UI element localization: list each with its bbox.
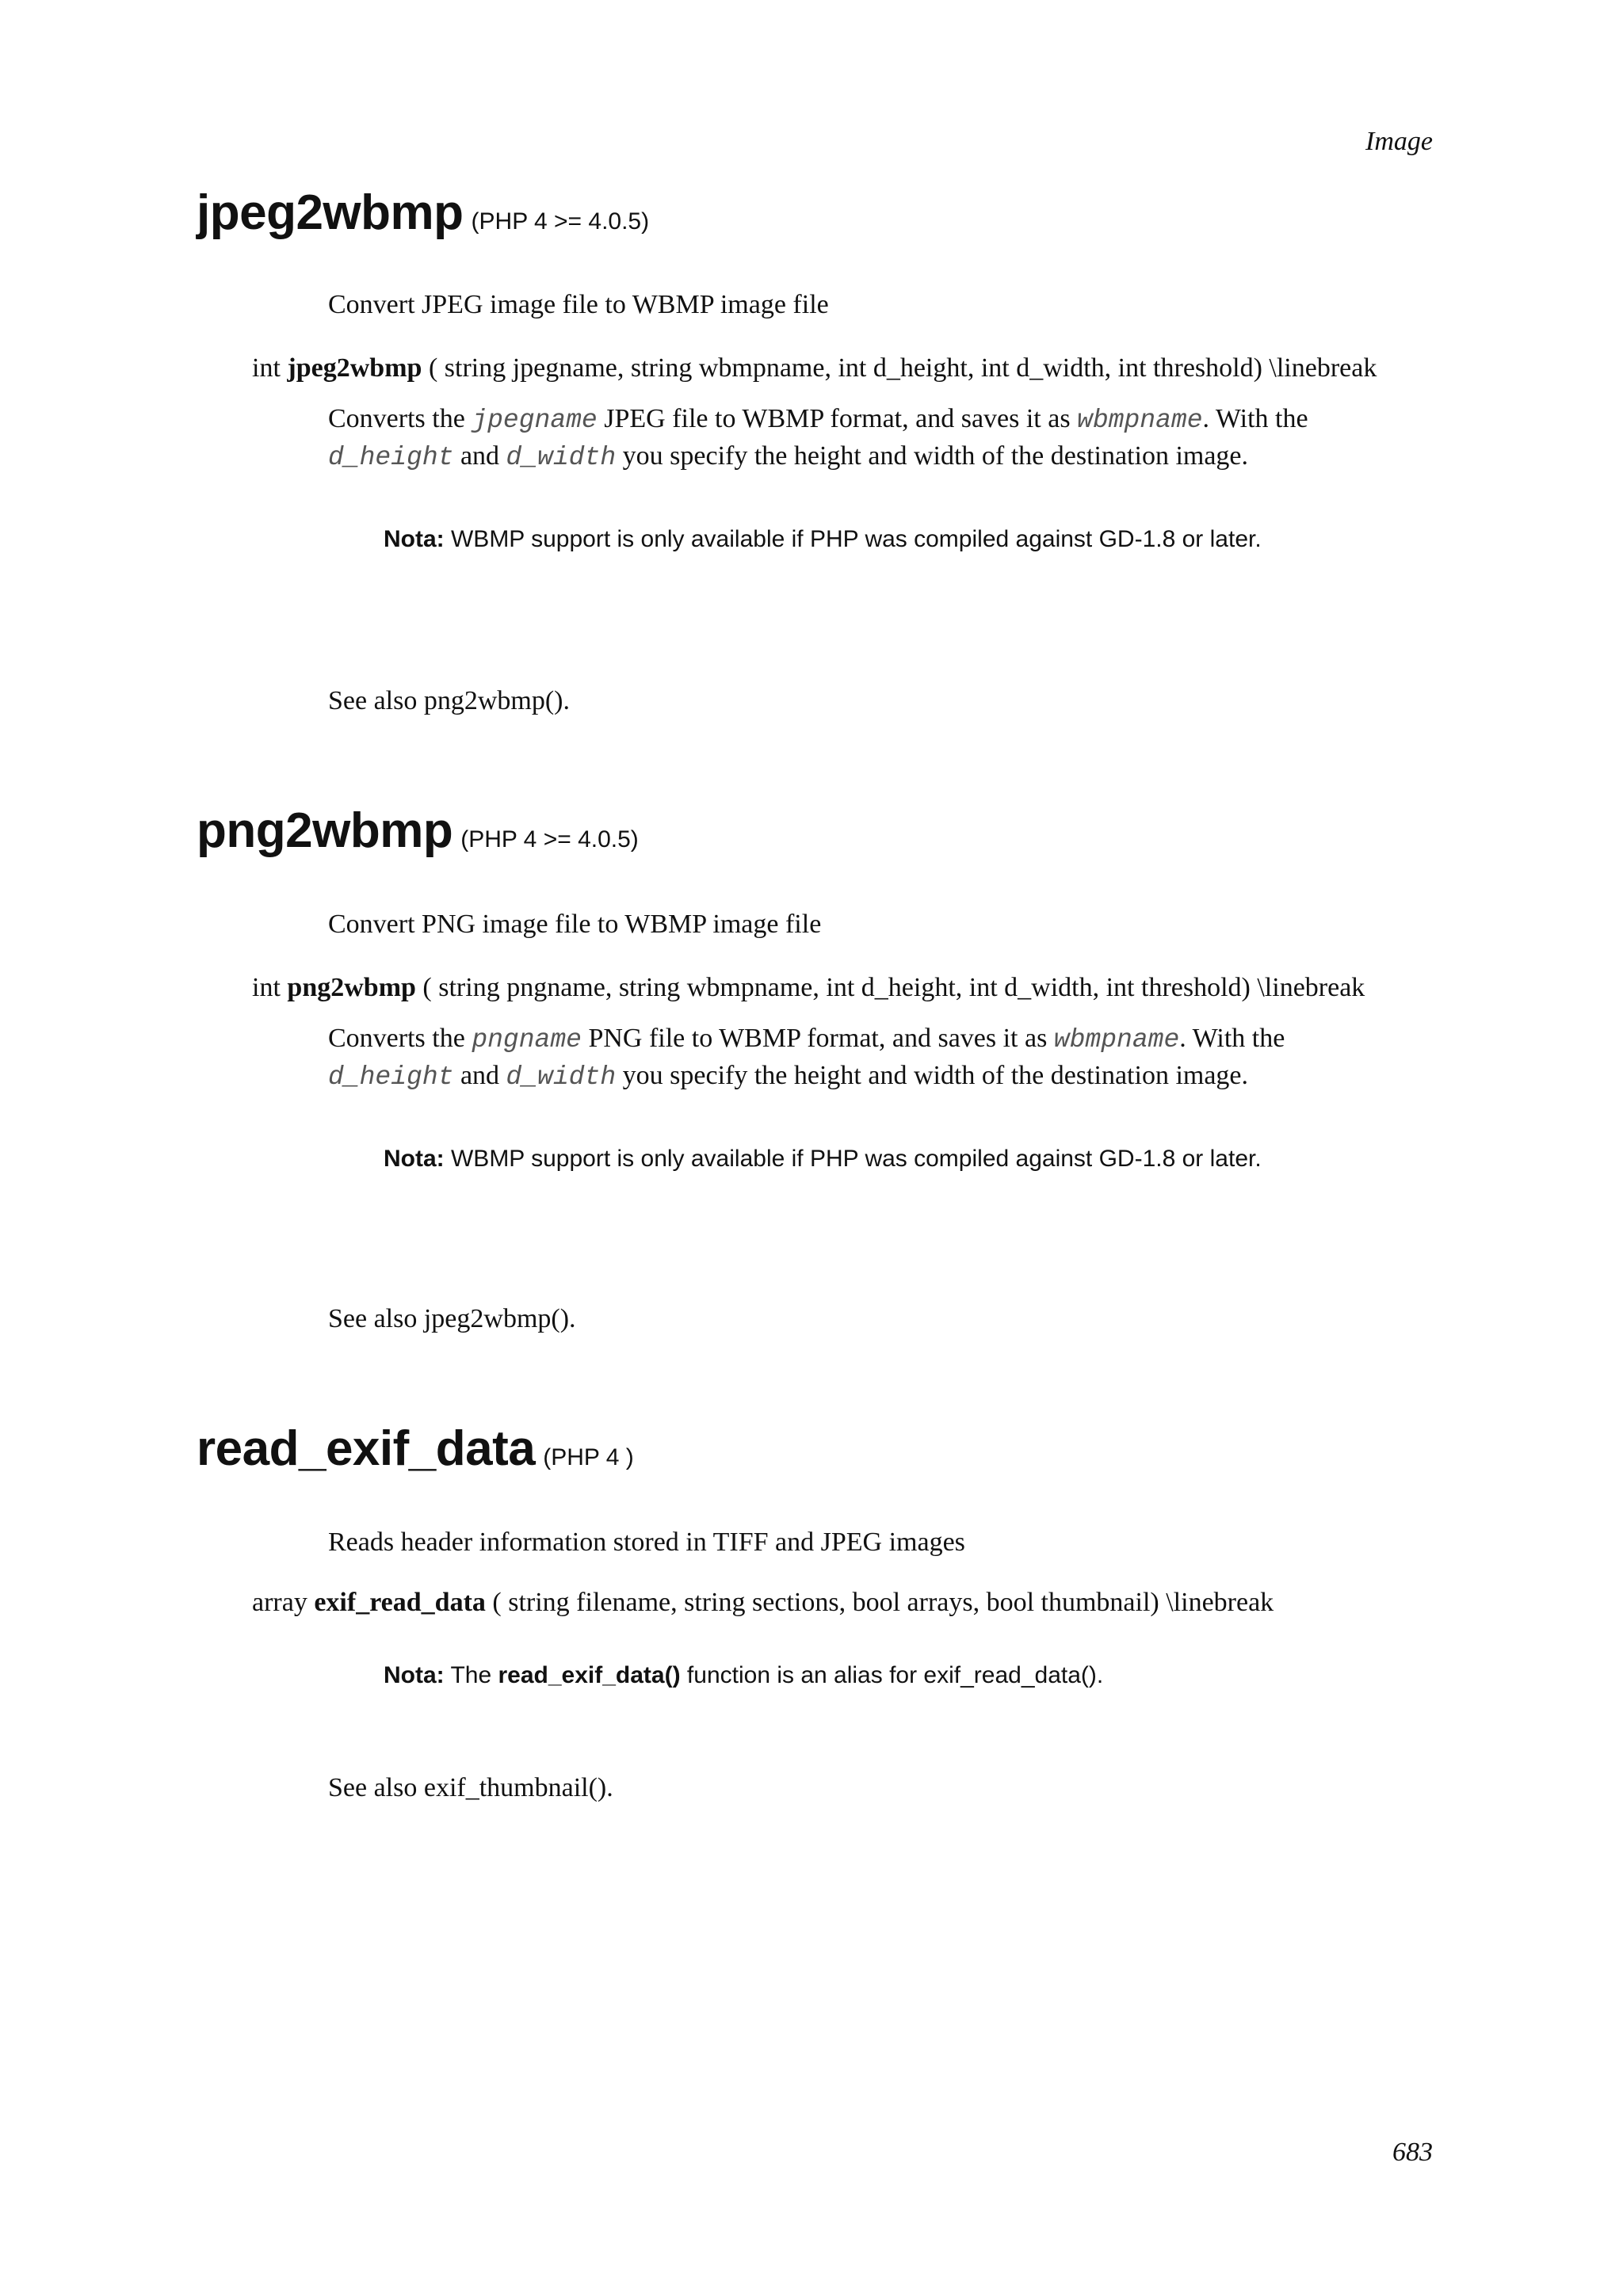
note-label: Nota:: [384, 526, 445, 552]
description-line-1: [328, 401, 1422, 438]
description-line-1: [328, 1020, 1422, 1058]
note-function-name: read_exif_data(): [498, 1662, 681, 1688]
description-text: JPEG file to WBMP format, and saves it as: [597, 404, 1078, 433]
function-synopsis: [252, 1588, 1274, 1618]
note: [384, 526, 1262, 553]
note-label: Nota:: [384, 1662, 445, 1688]
function-title: read_exif_data: [197, 1421, 536, 1476]
return-type: array: [252, 1588, 307, 1617]
description-text: you specify the height and width of the destination image.: [616, 441, 1249, 471]
description-text: PNG file to WBMP format, and saves it as: [581, 1024, 1054, 1053]
return-type: int: [252, 973, 281, 1002]
see-also: See also png2wbmp().: [328, 686, 571, 715]
version-info: (PHP 4 ): [543, 1444, 634, 1470]
function-title: png2wbmp: [197, 803, 453, 858]
description-text: . With the: [1179, 1024, 1285, 1053]
description-text: Converts the: [328, 1024, 472, 1053]
function-synopsis: [252, 973, 1365, 1003]
synopsis-function-name: jpeg2wbmp: [287, 353, 422, 383]
note-text: WBMP support is only available if PHP was compiled against GD-1.8 or later.: [444, 526, 1262, 552]
version-info: (PHP 4 >= 4.0.5): [460, 826, 639, 852]
running-header: Image: [1365, 127, 1433, 156]
synopsis-params: ( string filename, string sections, bool arrays, bool thumbnail) \linebreak: [492, 1588, 1274, 1617]
parameter-name: wbmpname: [1053, 1025, 1180, 1055]
function-description: [328, 401, 1422, 475]
description-text: . With the: [1202, 404, 1308, 433]
note: [384, 1662, 1103, 1689]
synopsis-params: ( string pngname, string wbmpname, int d_height, int d_width, int threshold) \linebreak: [422, 973, 1365, 1002]
function-purpose: Reads header information stored in TIFF and JPEG images: [328, 1527, 965, 1557]
description-text: and: [453, 1061, 506, 1090]
description-line-2: [328, 438, 1422, 475]
page-number: 683: [1392, 2138, 1433, 2167]
synopsis-params: ( string jpegname, string wbmpname, int d_height, int d_width, int threshold) \linebreak: [428, 353, 1377, 383]
parameter-name: jpegname: [472, 406, 598, 435]
function-title: jpeg2wbmp: [197, 185, 464, 240]
synopsis-function-name: exif_read_data: [314, 1588, 486, 1617]
see-also: See also jpeg2wbmp().: [328, 1304, 576, 1333]
parameter-name: pngname: [472, 1025, 582, 1055]
note-text: The: [444, 1662, 498, 1688]
parameter-name: d_width: [506, 443, 617, 472]
description-text: you specify the height and width of the destination image.: [616, 1061, 1249, 1090]
note-text: function is an alias for exif_read_data().: [680, 1662, 1104, 1688]
function-description: [328, 1020, 1422, 1095]
synopsis-function-name: png2wbmp: [287, 973, 416, 1002]
function-heading-read-exif-data: [197, 1421, 634, 1476]
parameter-name: wbmpname: [1077, 406, 1203, 435]
note-label: Nota:: [384, 1146, 445, 1172]
parameter-name: d_width: [506, 1062, 617, 1092]
function-heading-jpeg2wbmp: [197, 185, 650, 240]
return-type: int: [252, 353, 281, 383]
note: [384, 1146, 1262, 1173]
version-info: (PHP 4 >= 4.0.5): [471, 208, 650, 235]
parameter-name: d_height: [328, 1062, 454, 1092]
function-purpose: Convert JPEG image file to WBMP image file: [328, 290, 829, 319]
see-also: See also exif_thumbnail().: [328, 1773, 613, 1802]
description-line-2: [328, 1058, 1422, 1095]
parameter-name: d_height: [328, 443, 454, 472]
function-heading-png2wbmp: [197, 803, 639, 858]
note-text: WBMP support is only available if PHP was compiled against GD-1.8 or later.: [444, 1146, 1262, 1172]
function-purpose: Convert PNG image file to WBMP image file: [328, 910, 822, 939]
description-text: and: [453, 441, 506, 471]
description-text: Converts the: [328, 404, 472, 433]
function-synopsis: [252, 353, 1377, 383]
